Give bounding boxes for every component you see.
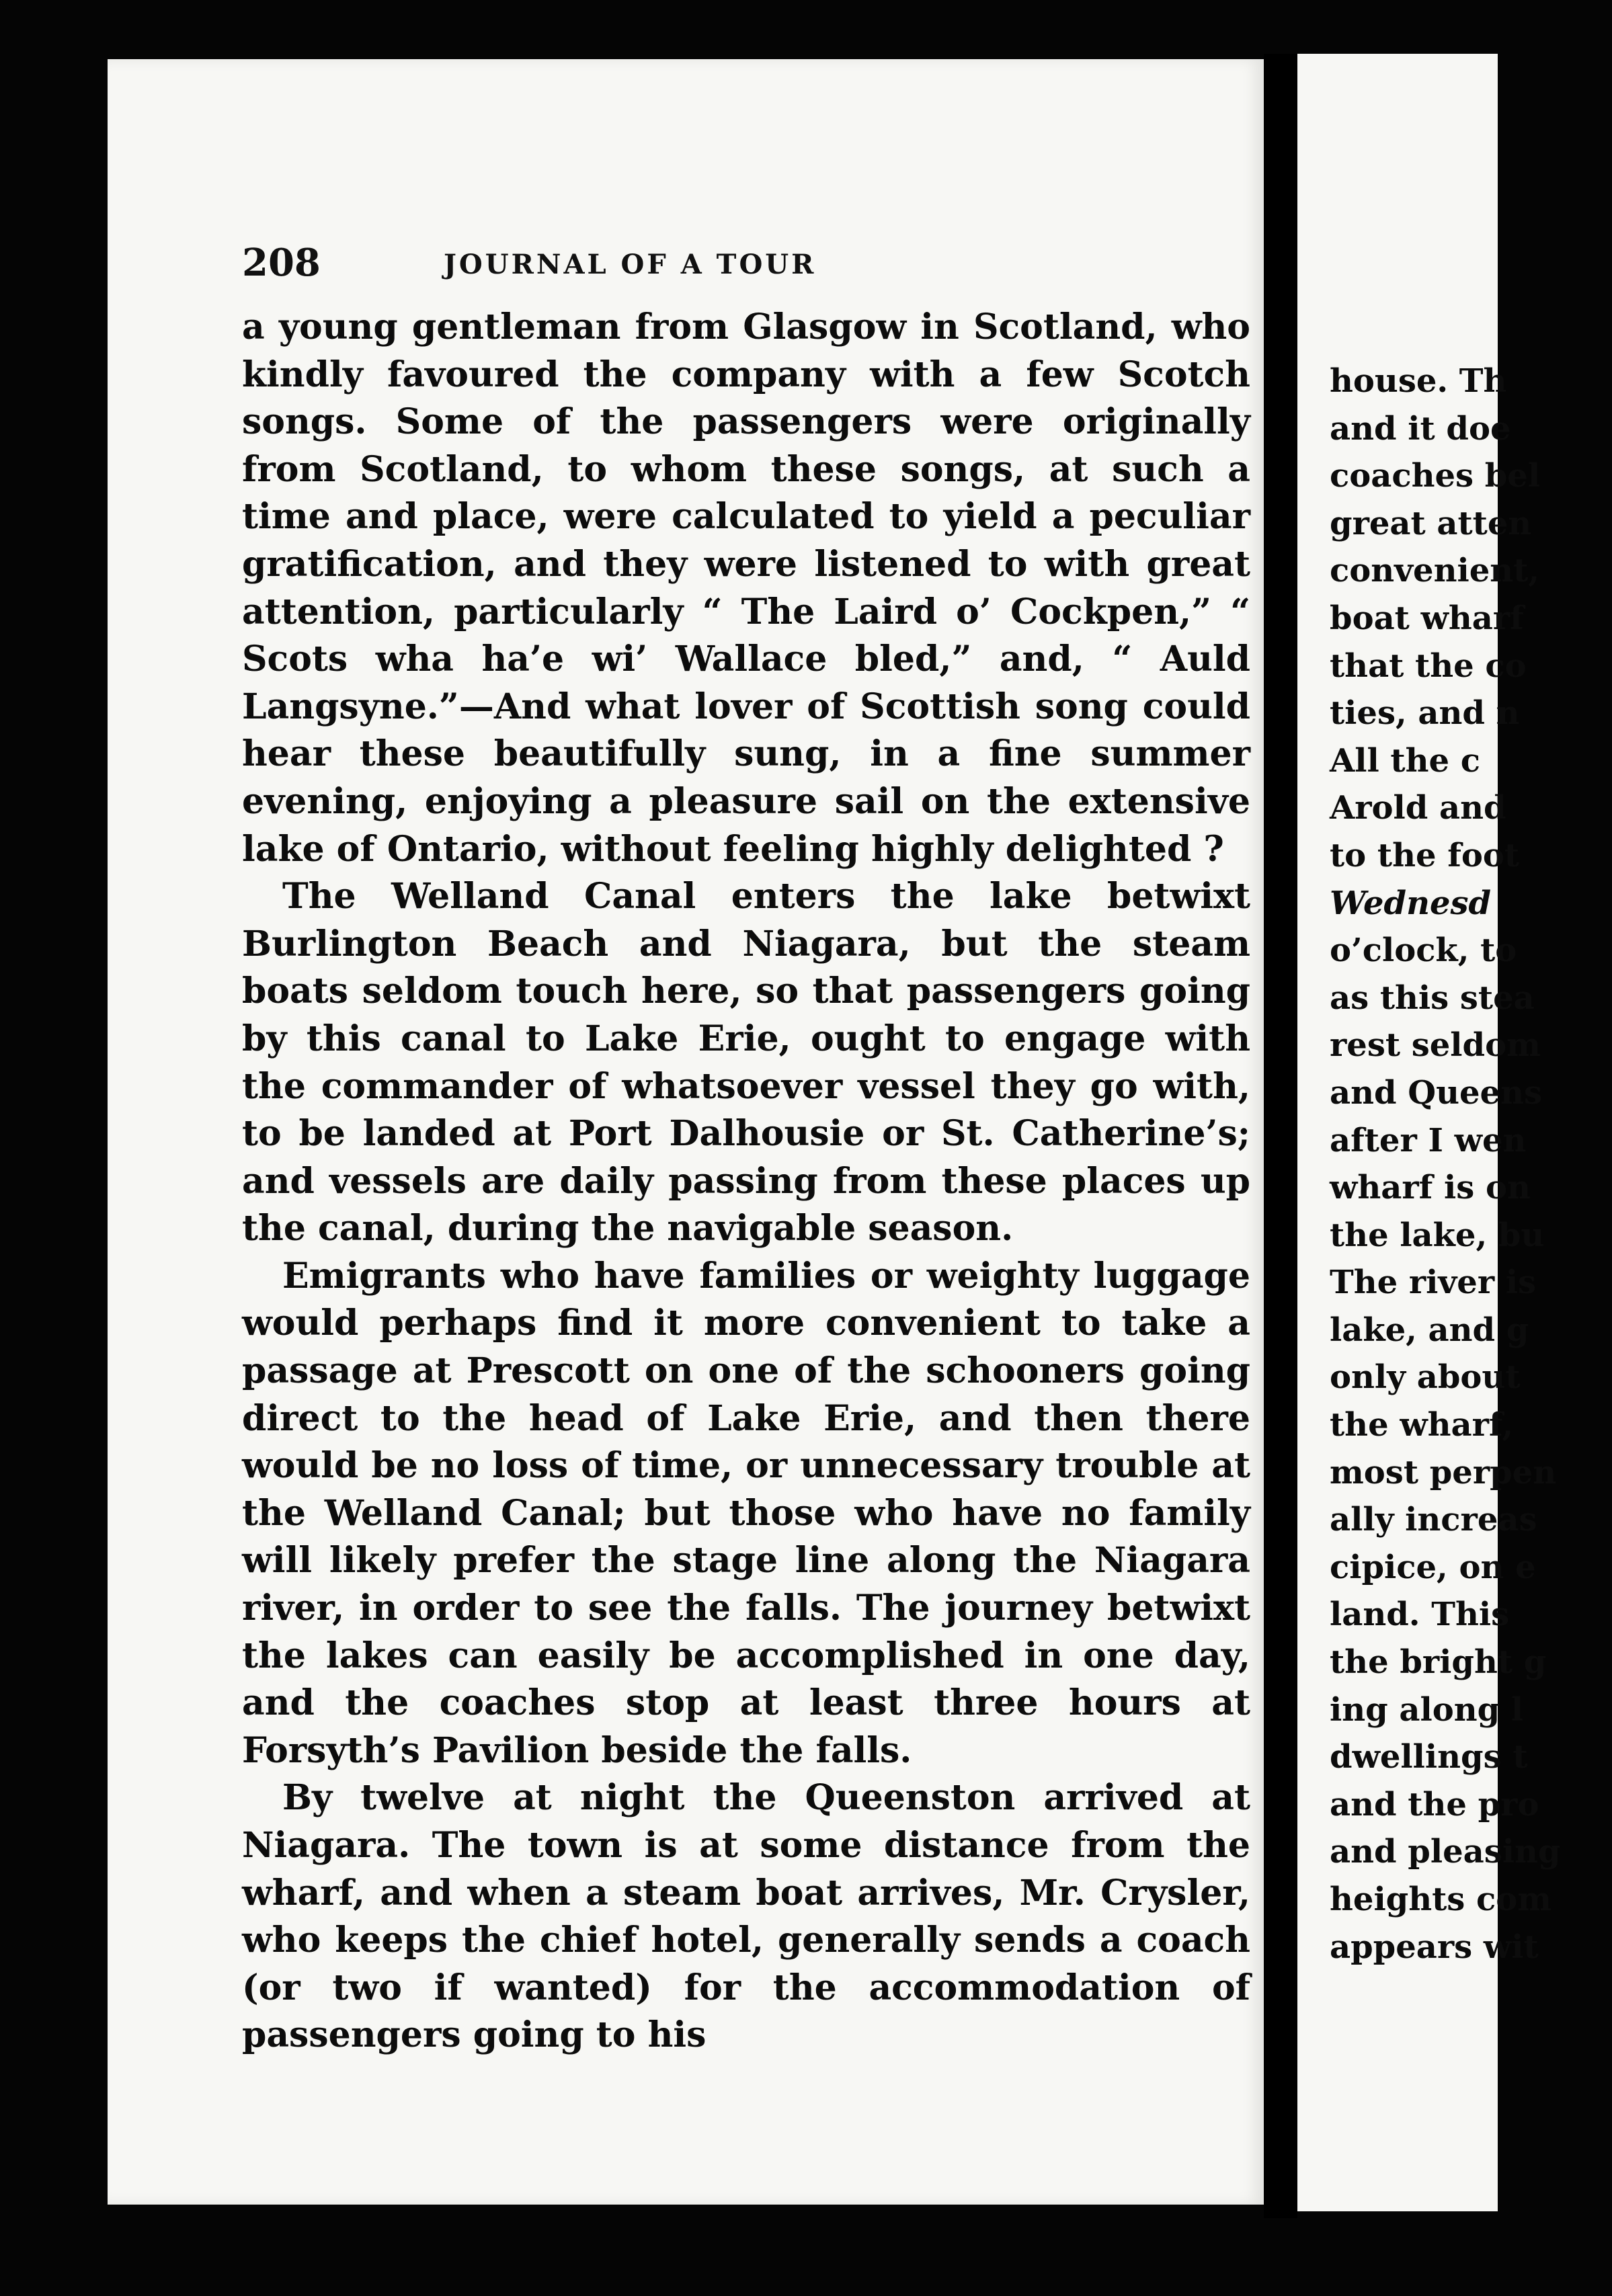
right-page-line: boat wharf: [1330, 599, 1524, 637]
right-page-line: Arold and: [1330, 789, 1506, 827]
right-page: [1297, 54, 1561, 2211]
page-number: 208: [242, 241, 321, 285]
right-page-line: only about: [1330, 1358, 1521, 1397]
right-page-line: The river is: [1330, 1264, 1537, 1302]
right-page-line: cipice, on e: [1330, 1548, 1536, 1586]
right-page-line: convenient,: [1330, 552, 1540, 590]
right-page-line: appears wit: [1330, 1928, 1539, 1966]
book-gutter: [1264, 54, 1297, 2218]
right-page-text: [1330, 358, 1612, 1971]
right-page-line: and the pro: [1330, 1785, 1539, 1823]
right-page-line: ing along l: [1330, 1690, 1524, 1729]
right-page-line: wharf is on: [1330, 1169, 1531, 1207]
right-page-line: great atten: [1330, 504, 1532, 542]
paragraph-1: a young gentleman from Glasgow in Scotland, who kindly favoured the company with a few Scotch songs. Some of the passengers were originally from Scotland, to whom these songs, at such a time and place, were calculated to yield a peculiar gratification, and they were listened to with great attention, particularly “ The Laird o’ Cockpen,” “ Scots wha ha’e wi’ Wallace bled,” and, “ Auld Langsyne.”—And what lover of Scottish song could hear these beautifully sung, in a fine summer evening, enjoying a pleasure sail on the extensive lake of Ontario, without feeling highly delighted ?: [242, 306, 1250, 870]
right-page-line: ties, and n: [1330, 694, 1520, 733]
left-page-body: [242, 304, 1250, 2059]
right-page-line: the lake, bu: [1330, 1216, 1545, 1254]
paragraph-2: The Welland Canal enters the lake betwixt Burlington Beach and Niagara, but the steam boats seldom touch here, so that passengers going by this canal to Lake Erie, ought to engage with the commander of whatsoever vessel they go with, to be landed at Port Dalhousie or St. Catherine’s; and vessels are daily passing from these places up the canal, during the navigable season.: [242, 876, 1250, 1249]
right-page-line: lake, and g: [1330, 1311, 1529, 1349]
right-page-line: after I wen: [1330, 1121, 1527, 1159]
right-page-line: the wharf,: [1330, 1406, 1514, 1444]
right-page-line: the bright g: [1330, 1643, 1547, 1682]
right-page-line: rest seldom: [1330, 1026, 1541, 1065]
right-page-line: and it doe: [1330, 409, 1511, 448]
right-page-line: and pleasing: [1330, 1833, 1561, 1871]
right-page-line: All the c: [1330, 741, 1480, 780]
right-page-line: o’clock, to: [1330, 932, 1517, 970]
page-header: [242, 241, 975, 288]
right-page-line: and Queens: [1330, 1073, 1542, 1112]
running-head: JOURNAL OF A TOUR: [444, 249, 817, 280]
right-page-line: to the foot: [1330, 836, 1520, 874]
right-page-line: Wednesd: [1330, 884, 1492, 922]
right-page-line: coaches bel: [1330, 457, 1541, 495]
right-page-line: house. Th: [1330, 362, 1507, 400]
paragraph-4: By twelve at night the Queenston arrived at Niagara. The town is at some distance from the wharf, and when a steam boat arrives, Mr. Crysler, who keeps the chief hotel, generally sends a coach (or two if wanted) for the accommodation of passengers going to his: [242, 1777, 1250, 2056]
right-page-line: dwellings t: [1330, 1738, 1528, 1776]
right-page-line: land. This: [1330, 1596, 1510, 1634]
paragraph-3: Emigrants who have families or weighty luggage would perhaps find it more convenient to take a passage at Prescott on one of the schooners going direct to the head of Lake Erie, and then there would be no loss of time, or unnecessary trouble at the Welland Canal; but those who have no family will likely prefer the stage line along the Niagara river, in order to see the falls. The journey betwixt the lakes can easily be accomplished in one day, and the coaches stop at least three hours at Forsyth’s Pavilion beside the falls.: [242, 1255, 1250, 1771]
right-page-line: ally increas: [1330, 1501, 1537, 1539]
right-page-line: most perpen: [1330, 1453, 1557, 1491]
right-page-line: heights com: [1330, 1881, 1552, 1918]
right-page-line: as this stea: [1330, 979, 1535, 1017]
right-page-line: that the co: [1330, 647, 1527, 685]
